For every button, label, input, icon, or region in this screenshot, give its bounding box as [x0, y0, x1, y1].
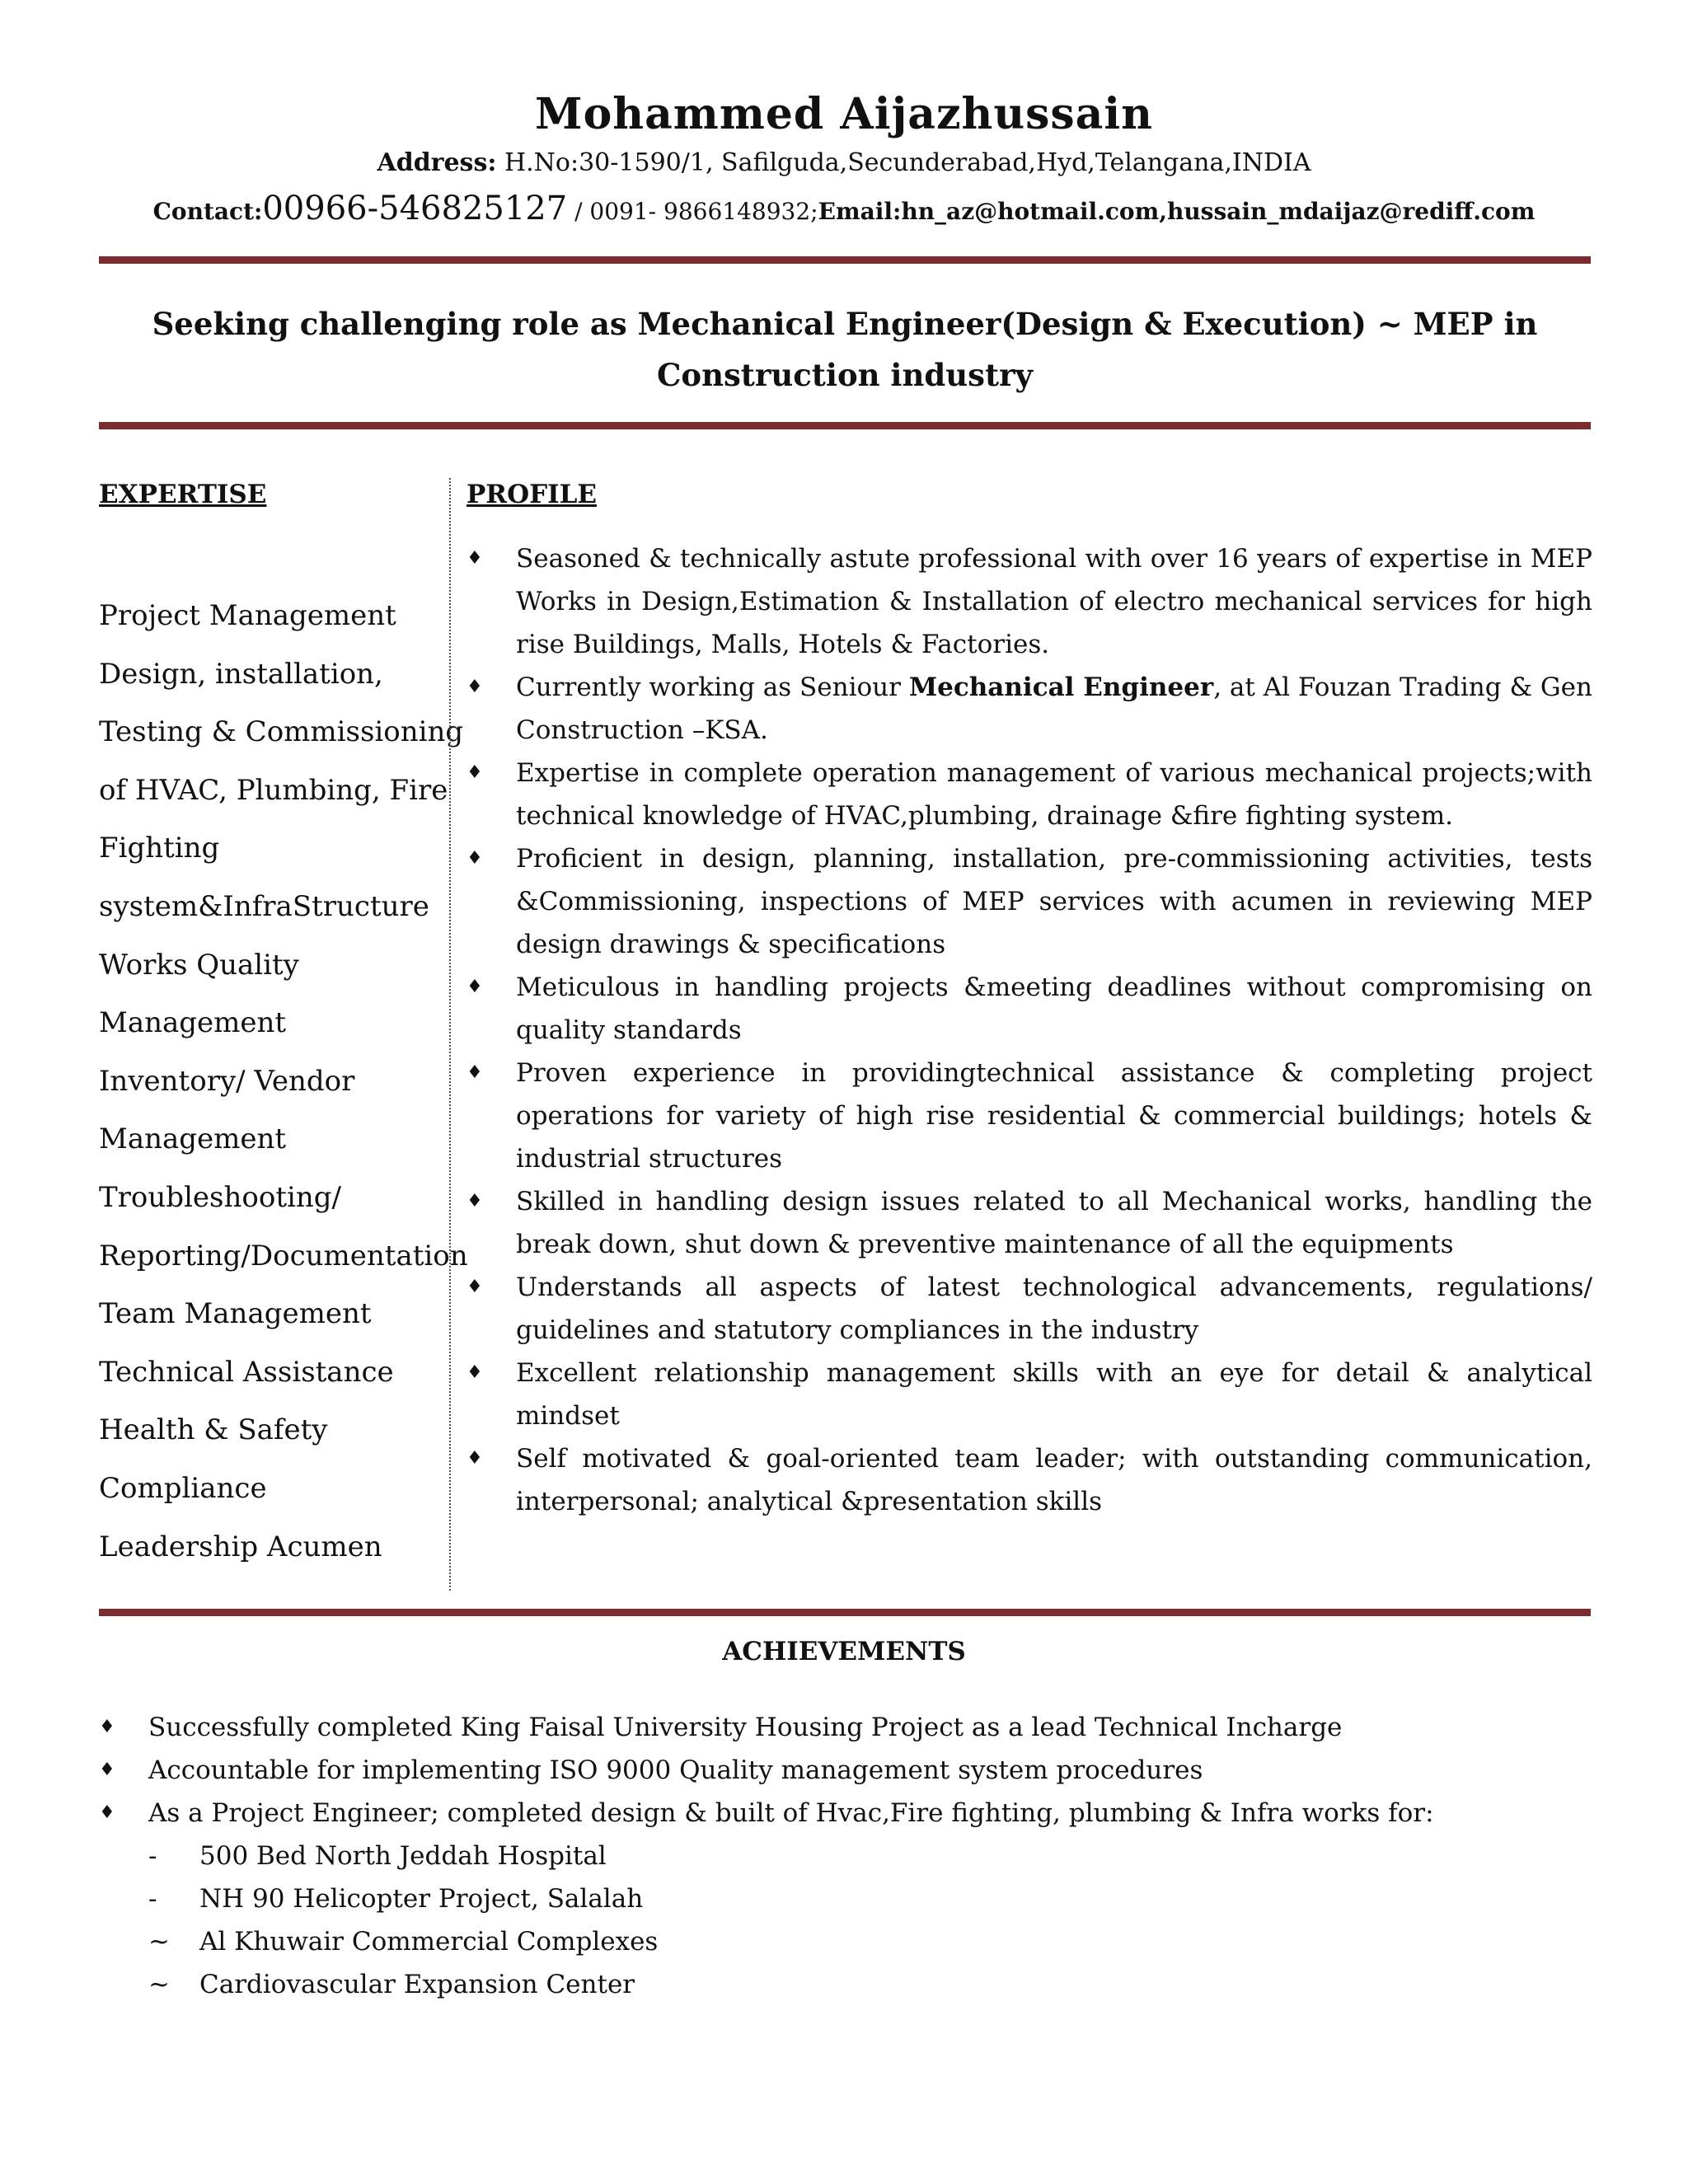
- project-marker: -: [148, 1884, 157, 1914]
- diamond-bullet-icon: ♦: [99, 1717, 115, 1737]
- objective-divider: [99, 422, 1591, 429]
- profile-item: [467, 837, 1592, 966]
- project-item: [148, 1835, 658, 1877]
- profile-item: [467, 1180, 1592, 1266]
- project-name: 500 Bed North Jeddah Hospital: [199, 1841, 607, 1871]
- expertise-item: Management: [99, 1006, 287, 1040]
- profile-item: [467, 1266, 1592, 1352]
- address-value: H.No:30-1590/1, Safilguda,Secunderabad,Hyd,Telangana,INDIA: [504, 148, 1311, 177]
- expertise-item: Leadership Acumen: [99, 1530, 382, 1563]
- achievement-item: [99, 1749, 1591, 1792]
- achievements-heading: ACHIEVEMENTS: [722, 1637, 966, 1666]
- profile-item-text: Currently working as Seniour: [516, 673, 909, 702]
- column-divider: [449, 478, 451, 1591]
- project-marker: ~: [148, 1927, 170, 1957]
- diamond-bullet-icon: ♦: [467, 677, 483, 697]
- expertise-item: Technical Assistance: [99, 1355, 394, 1389]
- header-divider: [99, 256, 1591, 264]
- contact-line: [0, 190, 1688, 227]
- expertise-item: Works Quality: [99, 948, 299, 982]
- expertise-item: Inventory/ Vendor: [99, 1064, 355, 1098]
- expertise-item: of HVAC, Plumbing, Fire: [99, 773, 448, 807]
- expertise-item: Project Management: [99, 599, 396, 632]
- project-item: [148, 1877, 658, 1920]
- profile-item: [467, 1352, 1592, 1437]
- expertise-item: system&InfraStructure: [99, 889, 429, 923]
- diamond-bullet-icon: ♦: [467, 1062, 483, 1083]
- profile-item: [467, 966, 1592, 1052]
- address-line: [0, 148, 1688, 177]
- project-name: NH 90 Helicopter Project, Salalah: [199, 1884, 644, 1914]
- project-name: Al Khuwair Commercial Complexes: [199, 1927, 659, 1957]
- diamond-bullet-icon: ♦: [467, 548, 483, 569]
- profile-item-text: Proficient in design, planning, installation, pre-commissioning activities, tests &Commissioning, inspections of MEP services with acumen in reviewing MEP design drawings & specifications: [516, 844, 1592, 959]
- expertise-item: Fighting: [99, 832, 220, 865]
- profile-item: [467, 537, 1592, 666]
- expertise-item: Troubleshooting/: [99, 1180, 341, 1214]
- diamond-bullet-icon: ♦: [99, 1802, 115, 1823]
- profile-item-text: Seasoned & technically astute professional with over 16 years of expertise in MEP Works in Design,Estimation & Installation of electro mechanical services for high rise Buildings, Malls, Hotels & Factories.: [516, 544, 1592, 659]
- achievements-list: [99, 1706, 1591, 1835]
- diamond-bullet-icon: ♦: [467, 1362, 483, 1383]
- achievement-text: As a Project Engineer; completed design & built of Hvac,Fire fighting, plumbing & Infra works for:: [148, 1798, 1434, 1828]
- expertise-list: [99, 587, 468, 1576]
- profile-item: [467, 1052, 1592, 1180]
- achievement-text: Successfully completed King Faisal University Housing Project as a lead Technical Incharge: [148, 1713, 1343, 1742]
- diamond-bullet-icon: ♦: [467, 848, 483, 869]
- email-label: Email:: [818, 198, 902, 225]
- email-value: hn_az@hotmail.com,hussain_mdaijaz@rediff.com: [901, 198, 1536, 225]
- profile-item: [467, 1437, 1592, 1523]
- profile-item-text: Self motivated & goal-oriented team leader; with outstanding communication, interpersonal; analytical &presentation skills: [516, 1444, 1592, 1516]
- project-marker: -: [148, 1841, 157, 1871]
- achievements-divider: [99, 1609, 1591, 1616]
- profile-list: [467, 537, 1592, 1523]
- address-label: Address:: [377, 148, 497, 177]
- diamond-bullet-icon: ♦: [467, 762, 483, 783]
- profile-item: [467, 752, 1592, 837]
- expertise-item: Design, installation,: [99, 657, 383, 691]
- contact-label: Contact:: [152, 198, 263, 225]
- project-item: [148, 1963, 658, 2006]
- phone-primary: 00966-546825127: [262, 190, 568, 227]
- diamond-bullet-icon: ♦: [467, 1277, 483, 1297]
- expertise-item: Team Management: [99, 1297, 372, 1331]
- diamond-bullet-icon: ♦: [99, 1760, 115, 1780]
- diamond-bullet-icon: ♦: [467, 977, 483, 997]
- profile-item-text: Excellent relationship management skills with an eye for detail & analytical mindset: [516, 1358, 1592, 1431]
- profile-item-text: , at Al Fouzan Trading & Gen Construction –KSA.: [516, 673, 1592, 745]
- diamond-bullet-icon: ♦: [467, 1448, 483, 1469]
- profile-item-text: Meticulous in handling projects &meeting deadlines without compromising on quality standards: [516, 972, 1592, 1045]
- phone-secondary: / 0091- 9866148932;: [567, 198, 818, 225]
- profile-item-text: Expertise in complete operation management of various mechanical projects;with technical knowledge of HVAC,plumbing, drainage &fire fighting system.: [516, 758, 1592, 831]
- profile-heading: PROFILE: [467, 480, 598, 509]
- expertise-item: Compliance: [99, 1471, 267, 1505]
- profile-item-text: Skilled in handling design issues related to all Mechanical works, handling the break down, shut down & preventive maintenance of all the equipments: [516, 1187, 1592, 1259]
- expertise-heading: EXPERTISE: [99, 480, 267, 509]
- project-item: [148, 1920, 658, 1963]
- expertise-item: Management: [99, 1122, 287, 1156]
- project-name: Cardiovascular Expansion Center: [199, 1970, 635, 1999]
- expertise-item: Health & Safety: [99, 1413, 328, 1447]
- achievement-item: [99, 1792, 1591, 1835]
- expertise-item: Testing & Commissioning: [99, 715, 464, 749]
- profile-item: [467, 666, 1592, 752]
- diamond-bullet-icon: ♦: [467, 1191, 483, 1212]
- profile-item-text: Understands all aspects of latest technological advancements, regulations/ guidelines and statutory compliances in the industry: [516, 1272, 1592, 1345]
- achievement-item: [99, 1706, 1591, 1749]
- expertise-item: Reporting/Documentation: [99, 1239, 468, 1272]
- profile-item-text: Proven experience in providingtechnical assistance & completing project operations for variety of high rise residential & commercial buildings; hotels & industrial structures: [516, 1058, 1592, 1174]
- profile-item-emphasis: Mechanical Engineer: [908, 673, 1214, 702]
- candidate-name: Mohammed Aijazhussain: [535, 89, 1153, 139]
- objective-statement: Seeking challenging role as Mechanical Engineer(Design & Execution) ~ MEP in Construction industry: [152, 306, 1538, 393]
- project-marker: ~: [148, 1970, 170, 1999]
- projects-list: [148, 1835, 658, 2006]
- achievement-text: Accountable for implementing ISO 9000 Quality management system procedures: [148, 1755, 1203, 1785]
